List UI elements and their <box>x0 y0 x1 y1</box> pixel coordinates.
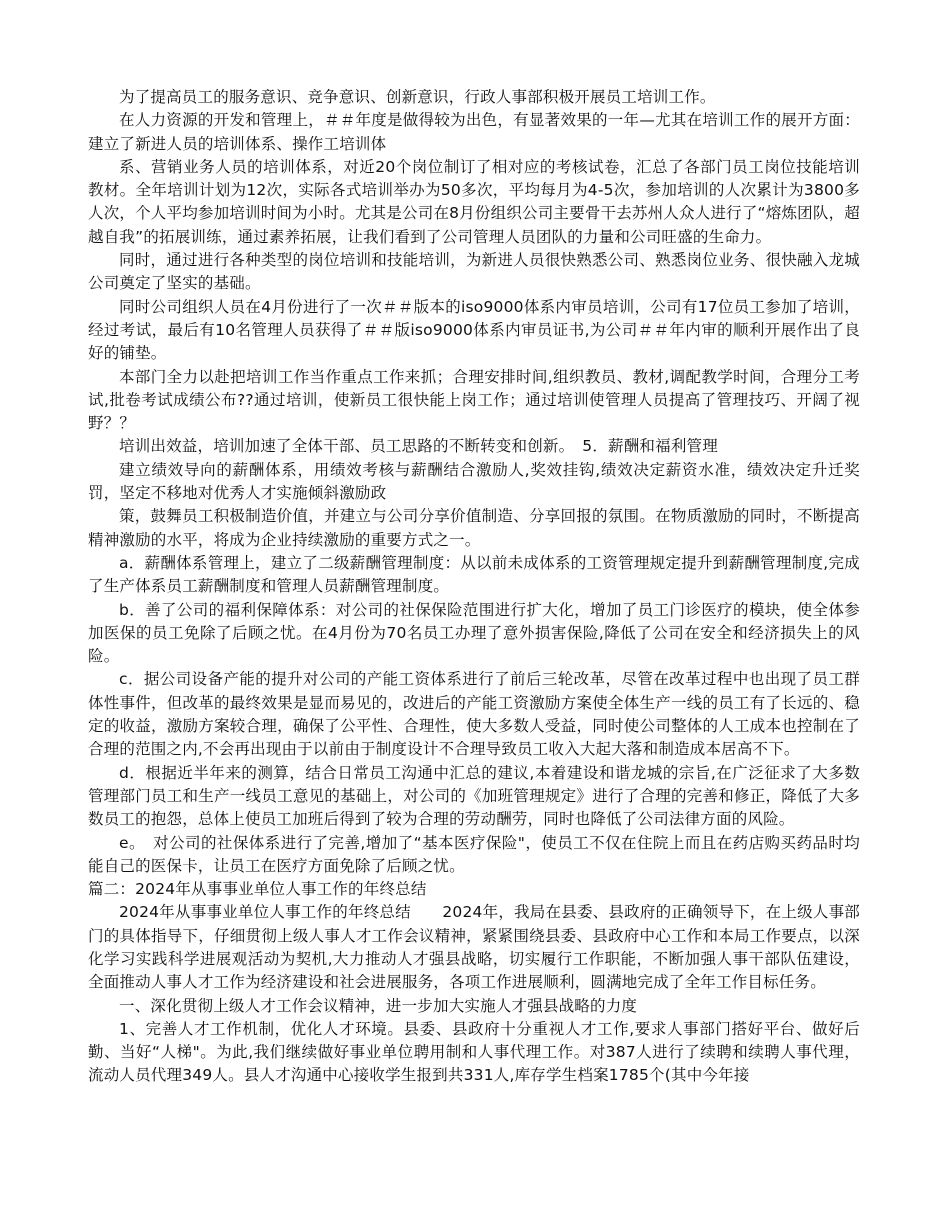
paragraph: a．薪酬体系管理上，建立了二级薪酬管理制度：从以前未成体系的工资管理规定提升到薪酬管理制度,完成了生产体系员工薪酬制度和管理人员薪酬管理制度。 <box>88 553 860 596</box>
paragraph: 建立绩效导向的薪酬体系，用绩效考核与薪酬结合激励人,奖效挂钩,绩效决定薪资水准，绩效决定升迁奖罚，坚定不移地对优秀人才实施倾斜激励政 <box>88 460 860 503</box>
paragraph: c．据公司设备产能的提升对公司的产能工资体系进行了前后三轮改革，尽管在改革过程中也出现了员工群体性事件，但改革的最终效果是显而易见的，改进后的产能工资激励方案使全体生产一线的员工有了长远的、稳定的收益，激励方案较合理，确保了公平性、合理性，使大多数人受益，同时使公司整体的人工成本也控制在了合理的范围之内,不会再出现由于以前由于制度设计不合理导致员工收入大起大落和制造成本居高不下。 <box>88 670 860 759</box>
subheading: 一、深化贯彻上级人才工作会议精神，进一步加大实施人才强县战略的力度 <box>119 996 638 1015</box>
paragraph: 系、营销业务人员的培训体系，对近20个岗位制订了相对应的考核试卷，汇总了各部门员工岗位技能培训教材。全年培训计划为12次，实际各式培训举办为50多次，平均每月为4-5次，参加培训的人次累计为3800多人次，个人平均参加培训时间为小时。尤其是公司在8月份组织公司主要骨干去苏州人众人进行了“熔炼团队，超越自我”的拓展训练，通过素养拓展，让我们看到了公司管理人员团队的力量和公司旺盛的生命力。 <box>88 157 860 246</box>
paragraph: 1、完善人才工作机制，优化人才环境。县委、县政府十分重视人才工作,要求人事部门搭好平台、做好后勤、当好“人梯"。为此,我们继续做好事业单位聘用制和人事代理工作。对387人进行了续聘和续聘人事代理，流动人员代理349人。县人才沟通中心接收学生报到共331人,库存学生档案1785个(其中今年接 <box>88 1019 860 1085</box>
paragraph: 同时公司组织人员在4月份进行了一次＃＃版本的iso9000体系内审员培训，公司有17位员工参加了培训，经过考试，最后有10名管理人员获得了＃＃版iso9000体系内审员证书,为公司＃＃年内审的顺利开展作出了良好的铺垫。 <box>88 297 860 363</box>
paragraph: 同时，通过进行各种类型的岗位培训和技能培训，为新进人员很快熟悉公司、熟悉岗位业务、很快融入龙城公司奠定了坚实的基础。 <box>88 251 860 293</box>
paragraph: 在人力资源的开发和管理上，＃＃年度是做得较为出色，有显著效果的一年—尤其在培训工作的展开方面：建立了新进人员的培训体系、操作工培训体 <box>88 111 860 153</box>
paragraph: b．善了公司的福利保障体系：对公司的社保保险范围进行扩大化，增加了员工门诊医疗的模块，使全体参加医保的员工免除了后顾之忧。在4月份为70名员工办理了意外损害保险,降低了公司在安全和经济损失上的风险。 <box>88 600 860 666</box>
paragraph: 为了提高员工的服务意识、竞争意识、创新意识，行政人事部积极开展员工培训工作。 <box>119 88 716 106</box>
paragraph: e。 对公司的社保体系进行了完善,增加了“基本医疗保险"，使员工不仅在住院上而且在药店购买药品时均能自己的医保卡，让员工在医疗方面免除了后顾之忧。 <box>88 833 860 875</box>
paragraph: 本部门全力以赴把培训工作当作重点工作来抓；合理安排时间,组织教员、教材,调配教学时间，合理分工考试,批卷考试成绩公布??通过培训，使新员工很快能上岗工作；通过培训使管理人员提高了管理技巧、开阔了视野？？ <box>88 367 860 433</box>
section-heading: 篇二：2024年从事事业单位人事工作的年终总结 <box>88 880 427 899</box>
paragraph: 策，鼓舞员工积极制造价值，并建立与公司分享价值制造、分享回报的氛围。在物质激励的同时，不断提高精神激励的水平，将成为企业持续激励的重要方式之一。 <box>88 507 860 549</box>
paragraph: 2024年从事事业单位人事工作的年终总结 2024年，我局在县委、县政府的正确领导下，在上级人事部门的具体指导下，仔细贯彻上级人事人才工作会议精神，紧紧围绕县委、县政府中心工作和本局工作要点，以深化学习实践科学进展观活动为契机,大力推动人才强县战略，切实履行工作职能，不断加强人事干部队伍建设，全面推动人事人才工作为经济建设和社会进展服务，各项工作进展顺利，圆满地完成了全年工作目标任务。 <box>88 903 860 992</box>
paragraph: d．根据近半年来的测算，结合日常员工沟通中汇总的建议,本着建设和谐龙城的宗旨,在广泛征求了大多数管理部门员工和生产一线员工意见的基础上，对公司的《加班管理规定》进行了合理的完善和修正，降低了大多数员工的抱怨，总体上使员工加班后得到了较为合理的劳动酬劳，同时也降低了公司法律方面的风险。 <box>88 763 860 829</box>
document-body <box>88 86 860 1088</box>
paragraph: 培训出效益，培训加速了全体干部、员工思路的不断转变和创新。 5．薪酬和福利管理 <box>119 437 718 456</box>
